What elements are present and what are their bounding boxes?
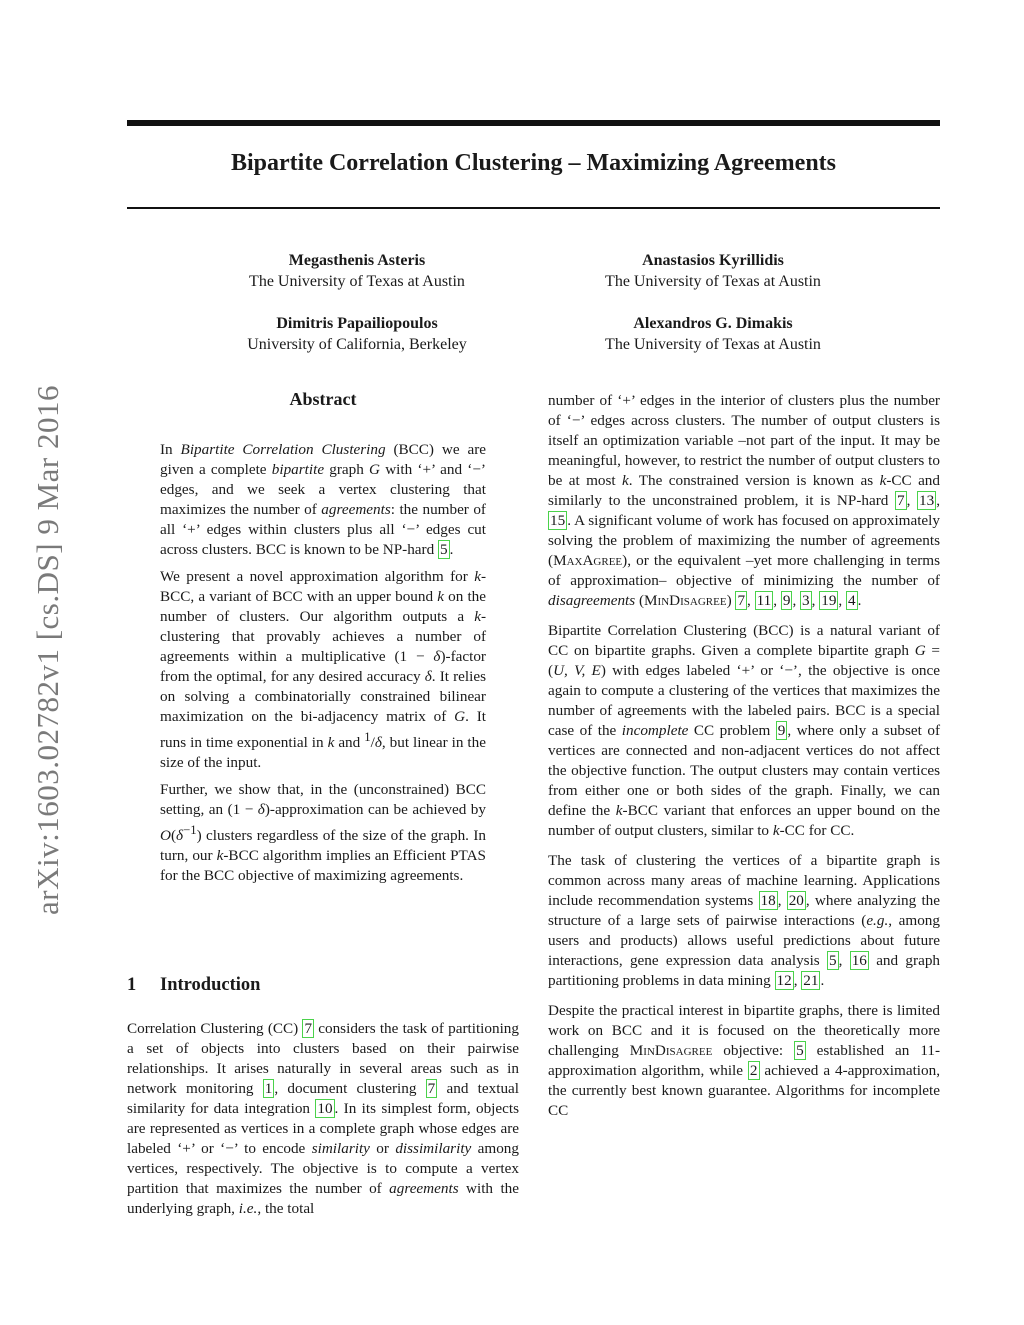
citation-link[interactable]: 19: [821, 592, 837, 609]
citation-link[interactable]: 9: [782, 592, 791, 609]
section-title-text: Introduction: [160, 975, 261, 995]
author-name: Anastasios Kyrillidis: [642, 252, 784, 269]
author-name: Alexandros G. Dimakis: [633, 315, 793, 332]
arxiv-stamp: arXiv:1603.02782v1 [cs.DS] 9 Mar 2016: [30, 385, 65, 915]
citation-link[interactable]: 5: [440, 541, 448, 558]
abstract-paragraph: We present a novel approximation algorithm for k-BCC, a variant of BCC with an upper bound k on the number of clusters. Our algorithm outputs a k-clustering that provably achieves a number of agreements within a multiplicative (1 − δ)-factor from the optimal, for any desired accuracy δ. It relies on solving a combinatorially constrained bilinear maximization on the bi-adjacency matrix of G. It runs in time exponential in k and $^1$/δ, but linear in the size of the input.: [160, 568, 487, 772]
author-affiliation: The University of Texas at Austin: [605, 336, 821, 353]
section-number: 1: [127, 975, 137, 995]
citation-link[interactable]: 18: [760, 892, 776, 909]
citation-link[interactable]: 21: [803, 972, 819, 989]
author-affiliation: The University of Texas at Austin: [249, 273, 465, 290]
citation-link[interactable]: 5: [829, 952, 837, 969]
author-affiliation: University of California, Berkeley: [247, 336, 467, 353]
body-paragraph: The task of clustering the vertices of a bipartite graph is common across many areas of machine learning. Applications include recommendation systems 18 , 20 , where analyzing the structure of a large sets of pairwise interactions (e.g., among users and products) allows useful predictions about future interactions, gene expression data analysis 5 , 16 and graph partitioning problems in data mining 12 , 21 .: [548, 852, 941, 989]
citation-link[interactable]: 1: [264, 1080, 273, 1097]
abstract-heading: Abstract: [289, 389, 357, 409]
body-paragraph: Bipartite Correlation Clustering (BCC) is a natural variant of CC on bipartite graphs. Given a complete bipartite graph G = (U, V, E) with edges labeled ‘+’ or ‘−’, the objective is once again to compute a clustering of the vertices that maximizes the number of agreements with the labeled pairs. BCC is a special case of the incomplete CC problem 9 , where only a subset of vertices are connected and non-adjacent vertices do not affect the objective function. The output clusters may contain vertices from either one or both sides of the graph. Finally, we can define the k-BCC variant that enforces an upper bound on the number of output clusters, similar to k-CC for CC.: [548, 622, 941, 839]
citation-link[interactable]: 12: [776, 972, 792, 989]
citation-link[interactable]: 9: [777, 722, 786, 739]
citation-link[interactable]: 20: [788, 892, 804, 909]
body-paragraph: Correlation Clustering (CC) 7 considers the task of partitioning a set of objects into clusters based on their pairwise relationships. It arises naturally in several areas such as in network monitoring 1 , document clustering 7 and textual similarity for data integration 10 . In its simplest form, objects are represented as vertices in a complete graph whose edges are labeled ‘+’ or ‘−’ to encode similarity or dissimilarity among vertices, respectively. The objective is to compute a vertex partition that maximizes the number of agreements with the underlying graph, i.e., the total: [127, 1020, 520, 1217]
citation-link[interactable]: 16: [851, 952, 867, 969]
citation-link[interactable]: 15: [550, 512, 566, 529]
author-block: [533, 250, 893, 292]
author-name: Dimitris Papailiopoulos: [276, 315, 438, 332]
citation-link[interactable]: 2: [749, 1062, 758, 1079]
author-block: [177, 313, 537, 355]
citation-link[interactable]: 10: [317, 1100, 333, 1117]
introduction-left-column: [127, 1019, 519, 1229]
citation-link[interactable]: 4: [848, 592, 856, 609]
citation-link[interactable]: 7: [897, 492, 905, 509]
citation-link[interactable]: 7: [304, 1020, 313, 1037]
body-paragraph: Despite the practical interest in bipartite graphs, there is limited work on BCC and it is focused on the theoretically more challenging MinDisagree objective: 5 established an 11-approximation algorithm, while 2 achieved a 4-approximation, the currently best known guarantee. Algorithms for incomplete CC: [548, 1002, 940, 1119]
title-top-rule: [127, 120, 940, 126]
author-affiliation: The University of Texas at Austin: [605, 273, 821, 290]
citation-link[interactable]: 11: [756, 592, 772, 609]
citation-link[interactable]: 5: [796, 1042, 804, 1059]
author-name: Megasthenis Asteris: [288, 252, 426, 269]
author-block: [533, 313, 893, 355]
abstract-paragraph: Further, we show that, in the (unconstrained) BCC setting, an (1 − δ)-approximation can be achieved by $O(\delta^{-1})$ clusters regardless of the size of the graph. In turn, our k-BCC algorithm implies an Efficient PTAS for the BCC objective of maximizing agreements.: [160, 781, 486, 885]
citation-link[interactable]: 13: [919, 492, 935, 509]
author-block: [177, 250, 537, 292]
citation-link[interactable]: 7: [427, 1080, 436, 1097]
abstract-body: [160, 440, 486, 893]
abstract-paragraph: In Bipartite Correlation Clustering (BCC) we are given a complete bipartite graph G with ‘+’ and ‘−’ edges, and we seek a vertex clustering that maximizes the number of agreements: the number of all ‘+’ edges within clusters plus all ‘−’ edges cut across clusters. BCC is known to be NP-hard 5 .: [160, 441, 487, 558]
citation-link[interactable]: 3: [802, 592, 810, 609]
right-column: [548, 391, 940, 1131]
body-paragraph: number of ‘+’ edges in the interior of clusters plus the number of ‘−’ edges across clusters. The number of output clusters is itself an optimization variable –not part of the input. It may be meaningful, however, to restrict the number of output clusters to be at most k. The constrained version is known as k-CC and similarly to the unconstrained problem, it is NP-hard 7 , 13 , 15 . A significant volume of work has focused on approximately solving the problem of maximizing the number of agreements (MaxAgree), or the equivalent –yet more challenging in terms of approximation– objective of minimizing the number of disagreements (MinDisagree) 7 , 11 , 9 , 3 , 19 , 4 .: [548, 392, 940, 609]
section-heading: [127, 975, 260, 996]
title-bottom-rule: [127, 207, 940, 209]
citation-link[interactable]: 7: [737, 592, 746, 609]
paper-title: Bipartite Correlation Clustering – Maximizing Agreements: [230, 150, 836, 176]
